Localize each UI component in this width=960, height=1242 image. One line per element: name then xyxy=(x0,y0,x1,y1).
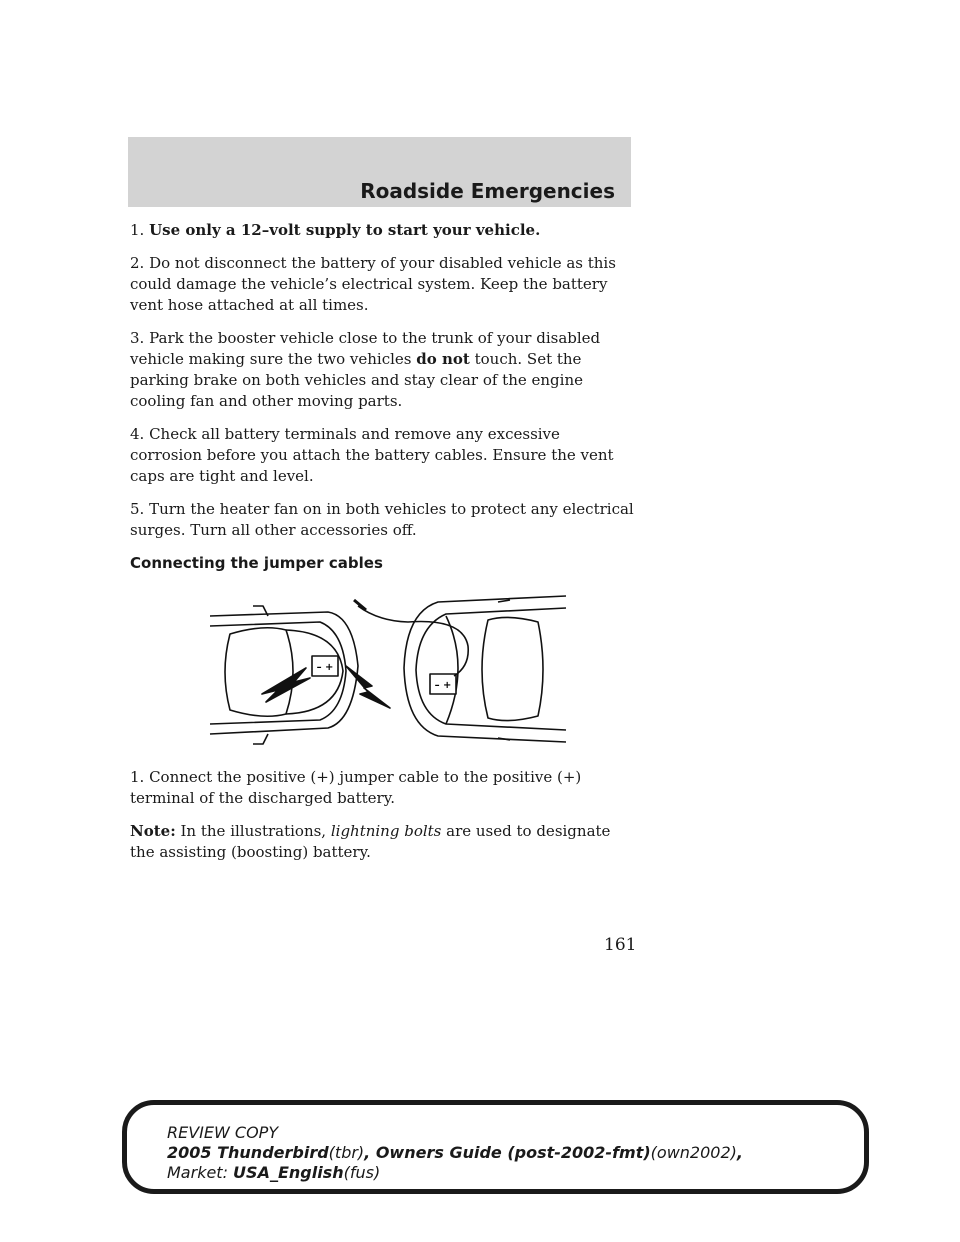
footer-line-1: REVIEW COPY xyxy=(167,1123,279,1142)
left-car-window xyxy=(225,628,293,717)
right-car-body xyxy=(404,596,566,742)
step-2: 2. Do not disconnect the battery of your disabled vehicle as this could damage the vehicle’s electrical system. Keep the battery vent hose attached at all times. xyxy=(130,254,616,314)
footer-model: 2005 Thunderbird xyxy=(167,1143,329,1162)
section-title: Roadside Emergencies xyxy=(360,179,615,203)
footer-model-code: (tbr) xyxy=(328,1143,365,1162)
step-3-text-a: 3. Park the booster vehicle close to the trunk of your disabled vehicle making sure the two vehicles xyxy=(130,329,601,368)
lightning-bolt-right xyxy=(346,666,390,708)
left-car-mirror-bottom xyxy=(253,734,268,744)
left-battery-terminals: – + xyxy=(316,662,334,673)
footer-text xyxy=(167,1123,743,1183)
footer-market: USA_English xyxy=(233,1163,344,1182)
connect-step-1: 1. Connect the positive (+) jumper cable to the positive (+) terminal of the discharged battery. xyxy=(130,768,582,807)
page-number: 161 xyxy=(604,935,637,955)
right-car-window xyxy=(482,617,543,720)
right-battery-terminals: – + xyxy=(434,680,452,691)
lightning-bolt-left xyxy=(262,668,310,702)
right-car-hood xyxy=(446,616,458,724)
footer-line-3 xyxy=(167,1163,743,1183)
right-car-mirror-bottom xyxy=(498,738,510,740)
footer-guide: Owners Guide (post-2002-fmt) xyxy=(375,1143,651,1162)
step-1-text: Use only a 12–volt supply to start your vehicle. xyxy=(149,221,541,239)
step-3-emphasis: do not xyxy=(416,350,470,368)
note-emphasis: lightning bolts xyxy=(330,822,442,840)
note-text-a: In the illustrations, xyxy=(175,822,331,840)
footer-sep-1: , xyxy=(364,1143,376,1162)
note xyxy=(130,821,635,863)
section-header xyxy=(128,137,631,207)
footer-line-2 xyxy=(167,1143,743,1163)
note-label: Note: xyxy=(130,822,176,840)
step-5: 5. Turn the heater fan on in both vehicles to protect any electrical surges. Turn all other accessories off. xyxy=(130,500,634,539)
step-1 xyxy=(130,220,635,241)
subheading: Connecting the jumper cables xyxy=(130,554,383,572)
step-1-number: 1. xyxy=(130,221,145,239)
jumper-cable-illustration xyxy=(208,586,568,761)
footer-market-code: (fus) xyxy=(343,1163,381,1182)
page-content xyxy=(130,220,635,875)
footer-sep-2: , xyxy=(736,1143,743,1162)
jumper-cable xyxy=(358,606,468,676)
review-footer xyxy=(122,1100,869,1194)
note-text-b: are used to designate the assisting (boosting) battery. xyxy=(130,822,611,861)
footer-market-label: Market: xyxy=(167,1163,234,1182)
cable-clamp xyxy=(354,600,366,610)
right-car-mirror-top xyxy=(498,600,510,602)
step-4: 4. Check all battery terminals and remove any excessive corrosion before you attach the battery cables. Ensure the vent caps are tight and level. xyxy=(130,425,614,485)
step-3-text-b: touch. Set the parking brake on both vehicles and stay clear of the engine cooling fan and other moving parts. xyxy=(130,350,583,410)
footer-guide-code: (own2002) xyxy=(650,1143,737,1162)
step-3 xyxy=(130,328,635,412)
